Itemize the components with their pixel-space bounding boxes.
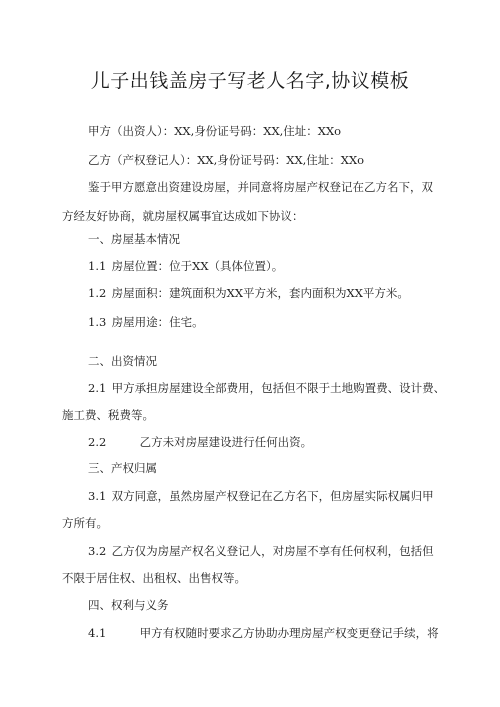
- item-2-1-cont: 施工费、税费等。: [62, 408, 154, 422]
- item-number: 2.1: [88, 381, 107, 395]
- section-3-heading: 三、产权归属: [88, 461, 157, 475]
- item-text: 甲方有权随时要求乙方协助办理房屋产权变更登记手续，将: [139, 626, 439, 640]
- item-text: 双方同意，虽然房屋产权登记在乙方名下，但房屋实际权属归甲: [111, 489, 434, 503]
- item-text: 房屋用途：住宅。: [111, 315, 204, 329]
- item-number: 4.1: [88, 626, 107, 640]
- item-text: 甲方承担房屋建设全部费用，包括但不限于土地购置费、设计费、: [111, 381, 446, 395]
- item-number: 3.2: [88, 544, 107, 558]
- intro-line-1: 鉴于甲方愿意出资建设房屋，并同意将房屋产权登记在乙方名下，双: [88, 180, 433, 194]
- item-text: 房屋面积：建筑面积为XX平方米，套内面积为XX平方米。: [111, 286, 409, 300]
- item-1-1: [88, 258, 283, 274]
- section-2-heading: 二、出资情况: [88, 354, 157, 368]
- item-text: 乙方仅为房屋产权名义登记人，对房屋不享有任何权利，包括但: [111, 544, 434, 558]
- item-number: 1.3: [88, 315, 107, 329]
- intro-line-2: 方经友好协商，就房屋权属事宜达成如下协议：: [62, 209, 304, 223]
- item-3-2: [88, 543, 434, 559]
- item-4-1: [88, 625, 439, 641]
- item-number: 1.1: [88, 259, 107, 273]
- document-title: 儿子出钱盖房子写老人名字,协议模板: [90, 70, 410, 92]
- item-3-1: [88, 488, 434, 504]
- section-1-heading: 一、房屋基本情况: [88, 232, 180, 246]
- item-2-1: [88, 380, 445, 396]
- party-a-line: 甲方（出资人）：XX,身份证号码：XX,住址：XXo: [88, 124, 342, 138]
- item-2-2: [88, 434, 312, 450]
- item-1-3: [88, 314, 204, 330]
- item-text: 乙方未对房屋建设进行任何出资。: [139, 435, 313, 449]
- item-text: 房屋位置：位于XX（具体位置）。: [111, 259, 284, 273]
- item-1-2: [88, 285, 409, 301]
- intro-paragraph: [88, 172, 463, 202]
- item-3-2-cont: 不限于居住权、出租权、出售权等。: [62, 571, 246, 585]
- item-number: 1.2: [88, 286, 107, 300]
- item-number: 3.1: [88, 489, 107, 503]
- item-3-1-cont: 方所有。: [62, 516, 108, 530]
- item-number: 2.2: [88, 435, 107, 449]
- party-b-line: 乙方（产权登记人）：XX,身份证号码：XX,住址：XXo: [88, 153, 365, 167]
- intro-paragraph-cont: [62, 201, 437, 231]
- section-4-heading: 四、权利与义务: [88, 598, 169, 612]
